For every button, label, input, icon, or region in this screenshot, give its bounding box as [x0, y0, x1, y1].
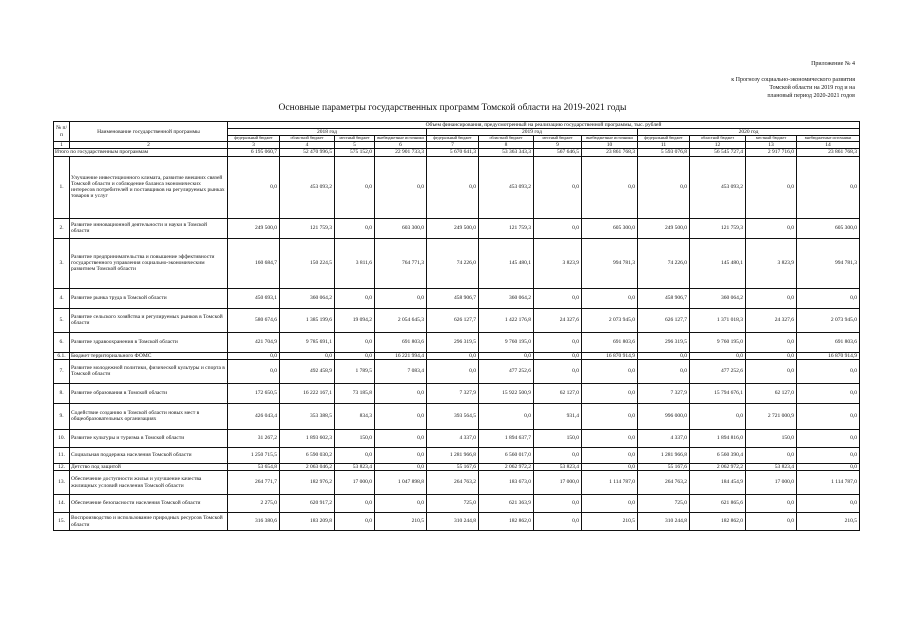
row-value: 691 803,6: [582, 332, 638, 352]
row-value: 2 275,0: [228, 495, 280, 513]
row-value: 0,0: [746, 352, 797, 359]
row-value: 16 221 994,4: [375, 352, 427, 359]
row-value: 626 127,7: [638, 308, 690, 332]
row-value: 620 917,2: [280, 495, 335, 513]
row-value: 150,0: [335, 429, 375, 447]
row-value: 360 064,2: [280, 288, 335, 308]
row-value: 0,0: [797, 288, 860, 308]
header-year-2020: 2020 год: [638, 129, 860, 136]
row-value: 53 654,8: [228, 463, 280, 470]
row-value: 1 789,5: [335, 359, 375, 383]
row-value: 264 763,2: [427, 471, 479, 495]
row-name: Воспроизводство и использование природных ресурсов Томской области: [70, 513, 228, 531]
row-value: 0,0: [335, 495, 375, 513]
row-value: 605 300,0: [582, 218, 638, 238]
annex-line-2: к Прогнозу социально-экономического развития: [731, 77, 855, 83]
row-value: 150,0: [534, 429, 582, 447]
row-number: 6.1.: [54, 352, 70, 359]
row-value: 0,0: [228, 156, 280, 218]
annex-line-3: Томской области на 2019 год и на: [769, 85, 855, 91]
row-value: 0,0: [638, 352, 690, 359]
row-value: 7 327,9: [427, 383, 479, 403]
row-number: 15.: [54, 513, 70, 531]
row-number: 5.: [54, 308, 70, 332]
row-name: Бюджет территориального ФОМС: [70, 352, 228, 359]
programs-table: [53, 121, 860, 531]
table-row: [54, 352, 860, 359]
row-value: 6 590 030,2: [280, 447, 335, 463]
row-value: 691 803,6: [797, 332, 860, 352]
row-value: 0,0: [427, 359, 479, 383]
row-value: 0,0: [746, 495, 797, 513]
row-value: 725,0: [427, 495, 479, 513]
row-value: 450 693,1: [228, 288, 280, 308]
table-row: [54, 471, 860, 495]
column-number: 1: [54, 142, 70, 149]
row-name: Социальная поддержка населения Томской области: [70, 447, 228, 463]
row-value: 16 222 167,1: [280, 383, 335, 403]
row-value: 73 185,8: [335, 383, 375, 403]
header-source: федеральный бюджет: [427, 136, 479, 142]
row-value: 310 244,8: [638, 513, 690, 531]
row-value: 603 300,0: [375, 218, 427, 238]
row-value: 7 083,4: [375, 359, 427, 383]
row-value: 9 760 195,0: [479, 332, 534, 352]
row-value: 15 794 676,1: [690, 383, 746, 403]
table-row: [54, 359, 860, 383]
row-value: 0,0: [797, 447, 860, 463]
row-number: 1.: [54, 156, 70, 218]
row-value: 0,0: [534, 156, 582, 218]
column-number: 6: [375, 142, 427, 149]
row-value: 0,0: [582, 447, 638, 463]
row-value: 1 894 816,0: [690, 429, 746, 447]
row-value: 53 363 343,3: [479, 149, 534, 156]
table-row: [54, 513, 860, 531]
row-value: 1 385 199,6: [280, 308, 335, 332]
column-number: 8: [479, 142, 534, 149]
table-row: [54, 429, 860, 447]
column-number: 11: [638, 142, 690, 149]
row-value: 0,0: [335, 513, 375, 531]
column-number: 12: [690, 142, 746, 149]
row-name: Развитие культуры и туризма в Томской области: [70, 429, 228, 447]
header-source: федеральный бюджет: [228, 136, 280, 142]
row-value: 310 244,8: [427, 513, 479, 531]
row-value: 605 300,0: [797, 218, 860, 238]
row-value: 567 646,5: [534, 149, 582, 156]
header-name: Наименование государственной программы: [70, 122, 228, 142]
row-value: 0,0: [746, 447, 797, 463]
row-value: 0,0: [534, 359, 582, 383]
row-name: Обеспечение доступности жилья и улучшение качества жилищных условий населения Томской области: [70, 471, 228, 495]
header-year-2018: 2018 год: [228, 129, 427, 136]
row-value: 0,0: [335, 447, 375, 463]
row-value: 2 054 645,3: [375, 308, 427, 332]
row-value: 0,0: [375, 383, 427, 403]
row-value: 0,0: [375, 495, 427, 513]
row-value: 3 823,9: [746, 238, 797, 288]
row-value: 184 454,9: [690, 471, 746, 495]
annex-line-4: плановый период 2020-2021 годов: [767, 93, 855, 99]
row-value: 0,0: [582, 359, 638, 383]
row-value: 0,0: [534, 288, 582, 308]
row-value: 0,0: [797, 429, 860, 447]
header-source: внебюджетные источники: [375, 136, 427, 142]
row-value: 994 781,3: [582, 238, 638, 288]
row-value: 2 073 945,0: [582, 308, 638, 332]
row-value: 458 906,7: [638, 288, 690, 308]
table-row: [54, 308, 860, 332]
table-row: [54, 447, 860, 463]
row-value: 31 267,2: [228, 429, 280, 447]
row-value: 0,0: [427, 156, 479, 218]
row-value: 9 785 691,1: [280, 332, 335, 352]
column-number: 5: [335, 142, 375, 149]
row-value: 0,0: [582, 403, 638, 429]
row-value: 121 759,3: [479, 218, 534, 238]
row-number: 2.: [54, 218, 70, 238]
row-value: 160 684,7: [228, 238, 280, 288]
row-name: Развитие рынка труда в Томской области: [70, 288, 228, 308]
row-value: 0,0: [534, 447, 582, 463]
row-value: 0,0: [335, 288, 375, 308]
row-value: 150 224,5: [280, 238, 335, 288]
row-value: 621 865,6: [690, 495, 746, 513]
row-name: Содействие созданию в Томской области новых мест в общеобразовательных организациях: [70, 403, 228, 429]
annex-number: Приложение № 4: [811, 61, 855, 67]
row-value: 56 545 727,4: [690, 149, 746, 156]
row-value: 249 500,0: [427, 218, 479, 238]
row-value: 23 861 768,3: [797, 149, 860, 156]
row-value: 53 823,4: [335, 463, 375, 470]
row-value: 0,0: [375, 156, 427, 218]
row-value: 458 906,7: [427, 288, 479, 308]
header-source: областной бюджет: [280, 136, 335, 142]
row-value: 575 152,0: [335, 149, 375, 156]
row-value: 316 380,6: [228, 513, 280, 531]
row-value: 264 763,2: [638, 471, 690, 495]
row-value: 931,4: [534, 403, 582, 429]
row-value: 210,5: [797, 513, 860, 531]
table-row: [54, 383, 860, 403]
row-value: 0,0: [375, 463, 427, 470]
row-value: 691 803,6: [375, 332, 427, 352]
column-number: 9: [534, 142, 582, 149]
row-number: 13.: [54, 471, 70, 495]
column-number: 13: [746, 142, 797, 149]
row-value: 453 093,2: [280, 156, 335, 218]
row-value: 17 000,0: [335, 471, 375, 495]
table-row: [54, 332, 860, 352]
row-value: 453 093,2: [479, 156, 534, 218]
row-name: Развитие инновационной деятельности и науки в Томской области: [70, 218, 228, 238]
header-year-2019: 2019 год: [427, 129, 638, 136]
column-number: 10: [582, 142, 638, 149]
row-value: 182 976,2: [280, 471, 335, 495]
row-number: 12.: [54, 463, 70, 470]
row-value: 0,0: [228, 352, 280, 359]
row-value: 9 760 195,0: [690, 332, 746, 352]
row-value: 621 363,9: [479, 495, 534, 513]
row-value: 580 674,6: [228, 308, 280, 332]
header-source: областной бюджет: [690, 136, 746, 142]
row-number: 9.: [54, 403, 70, 429]
row-value: 53 823,4: [746, 463, 797, 470]
row-value: 1 893 602,3: [280, 429, 335, 447]
row-value: 0,0: [534, 218, 582, 238]
row-number: 14.: [54, 495, 70, 513]
row-value: 0,0: [335, 156, 375, 218]
table-row: [54, 403, 860, 429]
row-value: 1 371 018,3: [690, 308, 746, 332]
row-value: 0,0: [690, 403, 746, 429]
row-value: 1 114 787,0: [582, 471, 638, 495]
row-value: 0,0: [746, 513, 797, 531]
table-row: [54, 218, 860, 238]
header-source: федеральный бюджет: [638, 136, 690, 142]
row-value: 0,0: [582, 288, 638, 308]
header-source: местный бюджет: [335, 136, 375, 142]
row-value: 0,0: [797, 156, 860, 218]
header-source: местный бюджет: [534, 136, 582, 142]
row-value: 0,0: [479, 352, 534, 359]
row-value: 0,0: [479, 403, 534, 429]
row-value: 0,0: [375, 429, 427, 447]
row-number: 6.: [54, 332, 70, 352]
row-value: 2 073 945,0: [797, 308, 860, 332]
row-value: 183 673,0: [479, 471, 534, 495]
document-title: Основные параметры государственных программ Томской области на 2019-2021 годы: [278, 103, 627, 113]
row-value: 5 670 641,3: [427, 149, 479, 156]
table-row: [54, 495, 860, 513]
row-value: 0,0: [746, 288, 797, 308]
row-value: 55 167,6: [427, 463, 479, 470]
row-value: 0,0: [690, 352, 746, 359]
row-value: 0,0: [797, 403, 860, 429]
header-source: внебюджетные источники: [582, 136, 638, 142]
row-value: 1 047 898,8: [375, 471, 427, 495]
row-value: 0,0: [746, 332, 797, 352]
row-name: Обеспечение безопасности населения Томской области: [70, 495, 228, 513]
row-value: 0,0: [280, 352, 335, 359]
header-source: местный бюджет: [746, 136, 797, 142]
row-value: 0,0: [375, 288, 427, 308]
row-value: 0,0: [582, 429, 638, 447]
row-value: 182 862,0: [479, 513, 534, 531]
row-value: 764 771,3: [375, 238, 427, 288]
row-value: 19 094,2: [335, 308, 375, 332]
row-value: 6 560 017,0: [479, 447, 534, 463]
row-value: 0,0: [335, 332, 375, 352]
row-value: 0,0: [582, 463, 638, 470]
row-value: 74 226,0: [427, 238, 479, 288]
row-value: 296 319,5: [427, 332, 479, 352]
row-value: 62 127,0: [534, 383, 582, 403]
row-value: 17 000,0: [746, 471, 797, 495]
row-name: Итого по государственным программам: [54, 149, 228, 156]
row-value: 426 043,4: [228, 403, 280, 429]
row-number: 8.: [54, 383, 70, 403]
row-value: 0,0: [228, 359, 280, 383]
row-value: 3 823,9: [534, 238, 582, 288]
row-value: 2 063 046,2: [280, 463, 335, 470]
row-value: 24 327,6: [534, 308, 582, 332]
row-value: 1 422 176,8: [479, 308, 534, 332]
row-number: 3.: [54, 238, 70, 288]
column-number-row: [54, 142, 860, 149]
row-value: 1 894 637,7: [479, 429, 534, 447]
row-number: 11.: [54, 447, 70, 463]
row-value: 0,0: [375, 403, 427, 429]
row-value: 0,0: [335, 352, 375, 359]
row-value: 2 917 716,0: [746, 149, 797, 156]
row-name: Улучшение инвестиционного климата, развитие внешних связей Томской области и соблюдение баланса экономических интересов потребителей и поставщиков на регулируемых рынках товаров и услуг: [70, 156, 228, 218]
row-value: 1 114 787,0: [797, 471, 860, 495]
row-value: 55 167,6: [638, 463, 690, 470]
row-value: 393 564,5: [427, 403, 479, 429]
row-value: 182 862,0: [690, 513, 746, 531]
row-value: 0,0: [534, 513, 582, 531]
row-value: 16 870 914,9: [582, 352, 638, 359]
row-value: 210,5: [375, 513, 427, 531]
row-value: 264 771,7: [228, 471, 280, 495]
row-value: 353 388,5: [280, 403, 335, 429]
row-name: Развитие сельского хозяйства и регулируемых рынков в Томской области: [70, 308, 228, 332]
row-value: 0,0: [746, 359, 797, 383]
row-value: 52 470 996,5: [280, 149, 335, 156]
header-no: № п/п: [54, 122, 70, 142]
row-value: 0,0: [335, 218, 375, 238]
row-value: 22 901 733,3: [375, 149, 427, 156]
row-value: 210,5: [582, 513, 638, 531]
header-source: внебюджетные источники: [797, 136, 860, 142]
row-value: 0,0: [638, 359, 690, 383]
column-number: 14: [797, 142, 860, 149]
row-value: 15 922 500,9: [479, 383, 534, 403]
row-value: 7 327,9: [638, 383, 690, 403]
row-value: 62 127,0: [746, 383, 797, 403]
row-value: 477 252,6: [479, 359, 534, 383]
row-name: Развитие молодежной политики, физической культуры и спорта в Томской области: [70, 359, 228, 383]
row-value: 0,0: [582, 383, 638, 403]
row-value: 996 000,0: [638, 403, 690, 429]
table-body: [54, 149, 860, 531]
row-value: 360 064,2: [479, 288, 534, 308]
row-value: 17 000,0: [534, 471, 582, 495]
row-value: 6 560 390,4: [690, 447, 746, 463]
row-value: 23 861 768,3: [582, 149, 638, 156]
row-value: 145 480,1: [479, 238, 534, 288]
row-value: 4 337,0: [638, 429, 690, 447]
row-value: 1 250 715,5: [228, 447, 280, 463]
table-row: [54, 149, 860, 156]
row-value: 2 721 000,9: [746, 403, 797, 429]
row-value: 121 759,3: [690, 218, 746, 238]
annex-header: [731, 60, 855, 100]
header-group-title: Объем финансирования, предусмотренный на реализацию государственной программы, тыс. рублей: [228, 122, 860, 129]
row-value: 1 281 966,8: [638, 447, 690, 463]
row-value: 0,0: [797, 359, 860, 383]
row-value: 150,0: [746, 429, 797, 447]
table-row: [54, 463, 860, 470]
row-value: 0,0: [797, 383, 860, 403]
column-number: 3: [228, 142, 280, 149]
row-name: Детство под защитой: [70, 463, 228, 470]
row-name: Развитие предпринимательства и повышение эффективности государственного управления социально-экономическим развитием Томской области: [70, 238, 228, 288]
row-value: 453 093,2: [690, 156, 746, 218]
row-value: 0,0: [746, 156, 797, 218]
table-row: [54, 238, 860, 288]
row-value: 172 650,5: [228, 383, 280, 403]
row-value: 249 500,0: [228, 218, 280, 238]
row-value: 4 337,0: [427, 429, 479, 447]
row-value: 2 062 972,2: [479, 463, 534, 470]
row-value: 74 226,0: [638, 238, 690, 288]
row-value: 477 252,6: [690, 359, 746, 383]
row-value: 0,0: [582, 156, 638, 218]
row-value: 0,0: [638, 156, 690, 218]
column-number: 7: [427, 142, 479, 149]
row-value: 834,3: [335, 403, 375, 429]
row-value: 249 500,0: [638, 218, 690, 238]
row-value: 0,0: [746, 218, 797, 238]
row-value: 2 062 972,2: [690, 463, 746, 470]
header-source: областной бюджет: [479, 136, 534, 142]
row-value: 421 704,9: [228, 332, 280, 352]
column-number: 4: [280, 142, 335, 149]
row-value: 6 195 060,7: [228, 149, 280, 156]
column-number: 2: [70, 142, 228, 149]
row-value: 0,0: [534, 352, 582, 359]
row-value: 3 811,6: [335, 238, 375, 288]
row-value: 0,0: [797, 463, 860, 470]
row-value: 626 127,7: [427, 308, 479, 332]
row-value: 0,0: [375, 447, 427, 463]
row-name: Развитие образования в Томской области: [70, 383, 228, 403]
row-value: 296 319,5: [638, 332, 690, 352]
row-value: 492 458,9: [280, 359, 335, 383]
row-value: 1 281 966,8: [427, 447, 479, 463]
row-value: 24 327,6: [746, 308, 797, 332]
row-value: 121 759,3: [280, 218, 335, 238]
row-value: 725,0: [638, 495, 690, 513]
row-number: 7.: [54, 359, 70, 383]
row-value: 5 593 076,8: [638, 149, 690, 156]
table-row: [54, 156, 860, 218]
row-value: 16 870 914,9: [797, 352, 860, 359]
row-value: 145 480,1: [690, 238, 746, 288]
row-number: 10.: [54, 429, 70, 447]
row-value: 0,0: [427, 352, 479, 359]
row-value: 183 209,8: [280, 513, 335, 531]
row-value: 0,0: [534, 332, 582, 352]
row-value: 0,0: [797, 495, 860, 513]
row-name: Развитие здравоохранения в Томской области: [70, 332, 228, 352]
row-number: 4.: [54, 288, 70, 308]
row-value: 53 823,4: [534, 463, 582, 470]
table-row: [54, 288, 860, 308]
row-value: 360 064,2: [690, 288, 746, 308]
row-value: 994 781,3: [797, 238, 860, 288]
row-value: 0,0: [534, 495, 582, 513]
row-value: 0,0: [582, 495, 638, 513]
